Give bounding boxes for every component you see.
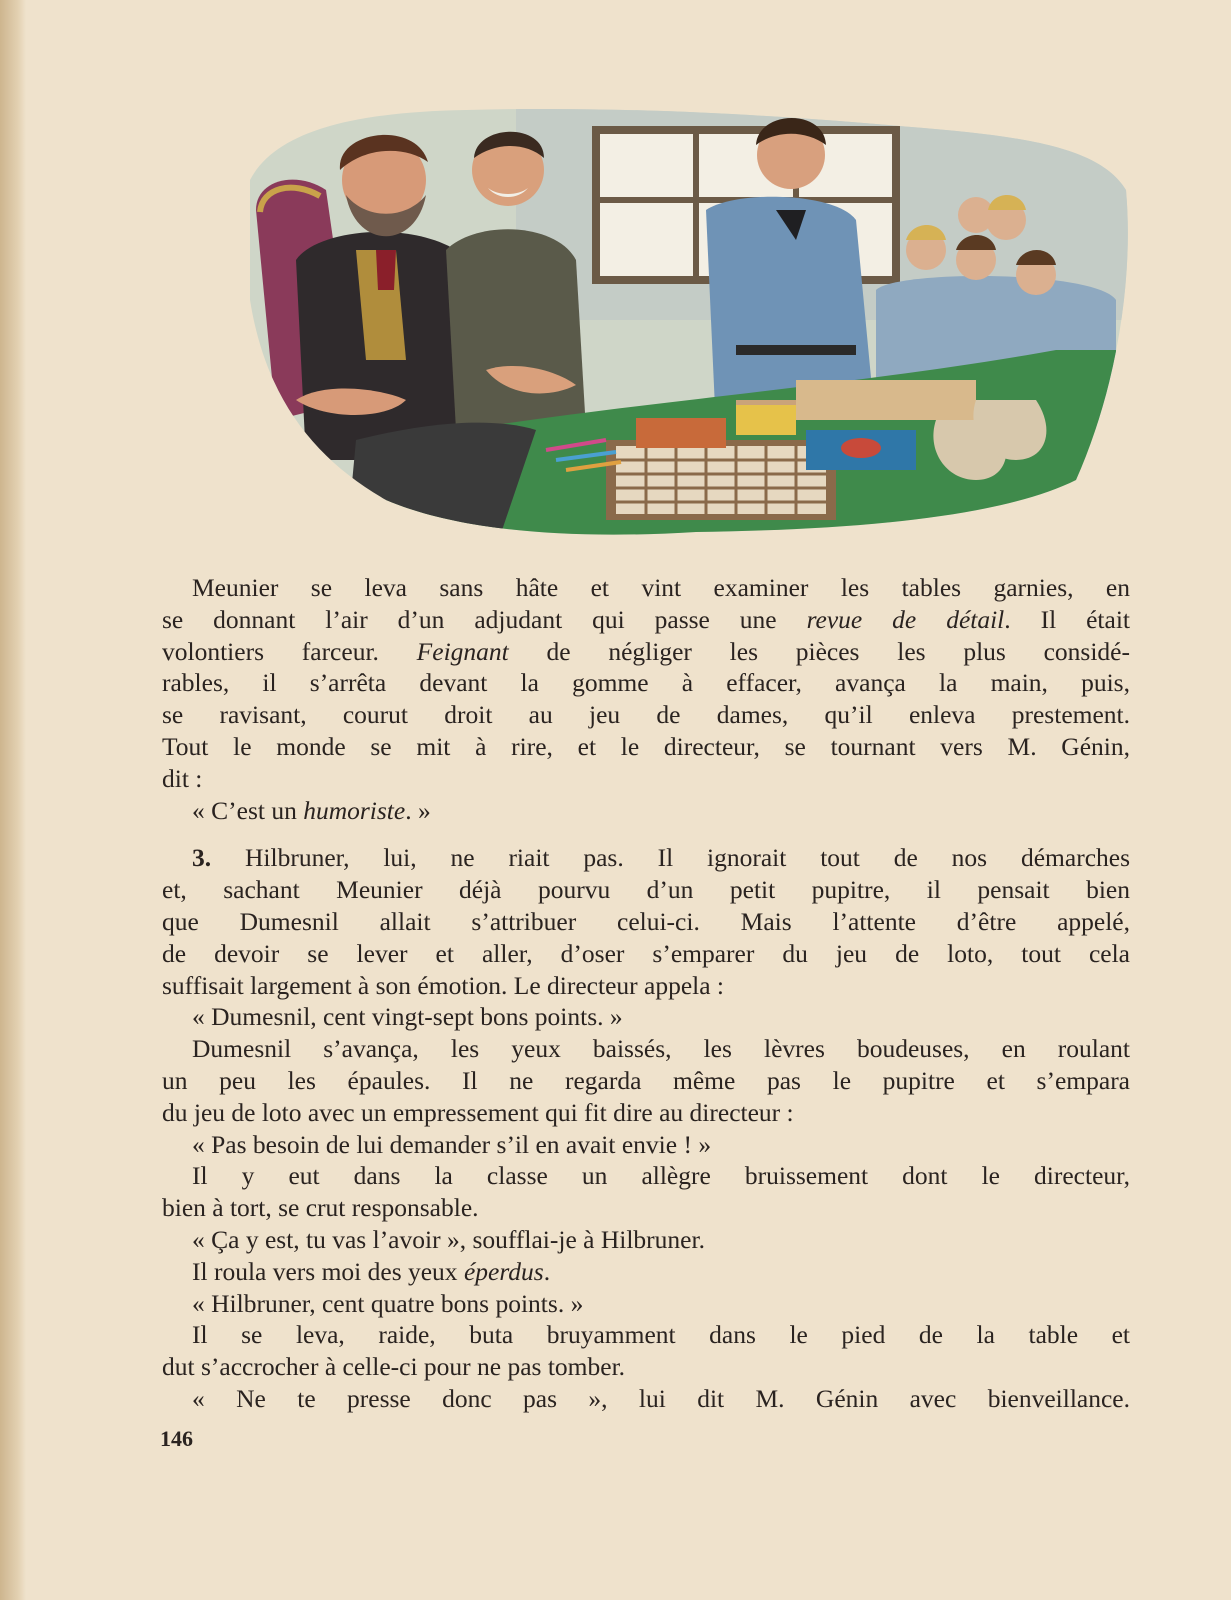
text-run: . Il était [1004,604,1130,634]
section-number: 3. [192,843,212,873]
text-run: . » [405,795,431,825]
paragraph-3 [162,842,1130,1414]
italic-term: humoriste [303,795,406,825]
text-line: et, sachant Meunier déjà pourvu d’un petit pupitre, il pensait bien [162,875,1130,905]
text-run: Hilbruner, lui, ne riait pas. Il ignorait tout de nos démarches [211,843,1130,873]
page-number: 146 [160,1426,193,1451]
text-line [162,604,1130,636]
text-line [162,795,1130,827]
book-gutter-shadow [0,0,26,1600]
text-run: de négliger les pièces les plus considé- [508,636,1130,666]
text-line: du jeu de loto avec un empressement qui fit dire au directeur : [162,1097,794,1127]
italic-term: Feignant [416,636,509,666]
text-line: suffisait largement à son émotion. Le directeur appela : [162,970,724,1000]
italic-term: revue de détail [806,604,1005,634]
text-run: se donnant l’air d’un adjudant qui passe une [162,604,807,634]
text-run: volontiers farceur. [162,636,417,666]
text-line: Tout le monde se mit à rire, et le directeur, se tournant vers M. Génin, [162,731,1130,761]
text-line: Il se leva, raide, buta bruyamment dans le pied de la table et [192,1320,1130,1350]
text-line: se ravisant, courut droit au jeu de dames, qu’il enleva prestement. [162,700,1130,730]
text-line: rables, il s’arrêta devant la gomme à effacer, avança la main, puis, [162,668,1130,698]
italic-term: éperdus [463,1256,544,1286]
text-line [162,842,1130,874]
paragraph-1 [162,572,1130,826]
text-line: « Ça y est, tu vas l’avoir », soufflai-je à Hilbruner. [192,1224,705,1254]
text-line [162,636,1130,668]
text-line: Il y eut dans la classe un allègre bruissement dont le directeur, [192,1161,1130,1191]
text-run: Il roula vers moi des yeux [192,1256,464,1286]
text-line [162,1256,1130,1288]
text-line: « Dumesnil, cent vingt-sept bons points. » [192,1002,623,1032]
text-line: « Ne te presse donc pas », lui dit M. Génin avec bienveillance. [192,1383,1130,1413]
text-line: un peu les épaules. Il ne regarda même pas le pupitre et s’empara [162,1065,1130,1095]
text-line: « Hilbruner, cent quatre bons points. » [192,1288,584,1318]
checkerboard [606,440,836,520]
paragraph-gap [162,826,1130,842]
text-line: dut s’accrocher à celle-ci pour ne pas tomber. [162,1352,626,1382]
classroom-illustration [236,100,1136,548]
text-line: « Pas besoin de lui demander s’il en avait envie ! » [192,1129,712,1159]
text-line: que Dumesnil allait s’attribuer celui-ci. Mais l’attente d’être appelé, [162,906,1130,936]
text-line: Meunier se leva sans hâte et vint examiner les tables garnies, en [192,573,1130,602]
text-line: Dumesnil s’avança, les yeux baissés, les lèvres boudeuses, en roulant [192,1034,1130,1064]
text-run: « C’est un [192,795,304,825]
text-line: de devoir se lever et aller, d’oser s’emparer du jeu de loto, tout cela [162,938,1130,968]
text-line: dit : [162,763,203,793]
body-text [162,572,1130,1415]
text-line: bien à tort, se crut responsable. [162,1193,479,1223]
text-run: . [543,1256,551,1286]
